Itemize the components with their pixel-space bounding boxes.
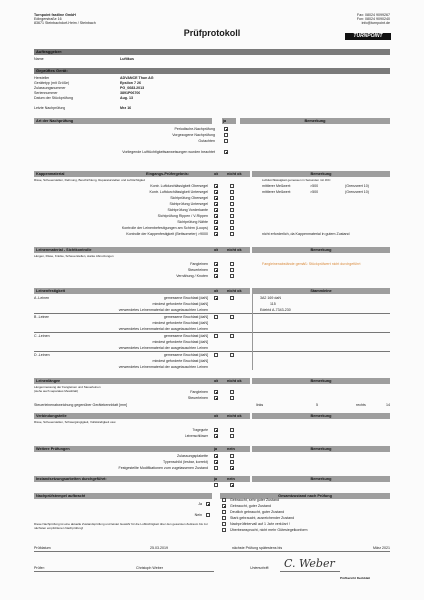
kappen-right-desc: Luftdurchlässigkeit gemessen in Sekunden mit JDC (262, 178, 331, 182)
company-name: Turnpoint fastline GmbH (34, 13, 76, 17)
festigkeit-nicht-ok-checkbox[interactable] (230, 353, 234, 357)
festigkeit-row: mindest geforderte Bruchlast [daN] (152, 302, 208, 306)
kappen-nicht-ok-checkbox[interactable] (230, 232, 234, 236)
page-title: Prüfprotokoll (183, 28, 241, 38)
festigkeit-nicht-ok-checkbox[interactable] (230, 334, 234, 338)
leinen-nicht-ok-header: nicht ok (226, 247, 250, 253)
state-checkbox[interactable] (222, 522, 226, 526)
leinen-desc: Längen, Risse, Knicke, Scheuerstellen, starke Abnutzungen (34, 254, 114, 258)
verbindung-nicht-ok-checkbox[interactable] (230, 434, 234, 438)
geraet-label: Seriennummer (34, 91, 58, 95)
festigkeit-value: 115 (270, 302, 276, 306)
kappen-nicht-ok-checkbox[interactable] (230, 214, 234, 218)
festigkeit-ok-checkbox[interactable] (214, 353, 218, 357)
company-email: info@turnpoint.de (361, 21, 390, 25)
kappen-ok-checkbox[interactable] (214, 232, 218, 236)
festigkeit-value: Edelrid A-7343-230 (260, 308, 291, 312)
weitere-ja-checkbox[interactable] (214, 466, 218, 470)
laengen-nicht-ok-checkbox[interactable] (230, 396, 234, 400)
weitere-ja-checkbox[interactable] (214, 454, 218, 458)
state-checkbox[interactable] (222, 516, 226, 520)
stempel-header: Nachprüfstempel aufbracht (34, 493, 212, 499)
kappen-nicht-ok-checkbox[interactable] (230, 202, 234, 206)
festigkeit-value: 3A2 169 daN (260, 296, 281, 300)
laengen-desc: (siehe auch separates Messblatt) (34, 389, 79, 393)
nachpruefung-item: Periodische-Nachprüfung (174, 127, 215, 131)
festigkeit-ok-checkbox[interactable] (214, 296, 218, 300)
nachpruefung-ja-header: ja (222, 118, 236, 124)
kappen-ok-checkbox[interactable] (214, 184, 218, 188)
unterschrift-label: Unterschrift: (250, 566, 270, 570)
festigkeit-row: gemessene Bruchlast [daN] (163, 315, 208, 319)
kappen-bemerkung-header: Bemerkung (252, 171, 390, 177)
kappen-item: Kontr. Luftdurchlässigkeit Untersegel (149, 190, 208, 194)
kappen-nicht-ok-checkbox[interactable] (230, 220, 234, 224)
verbindung-header: Verbindungsteile (34, 413, 212, 419)
leinen-bemerkung-header: Bemerkung (252, 247, 390, 253)
leinen-group-name: A -Leinen (34, 296, 50, 300)
pruefdatum-value: 25.03.2019 (150, 546, 168, 550)
festigkeit-row: mindest geforderte Bruchlast [daN] (152, 340, 208, 344)
festigkeit-row: gemessene Bruchlast [daN] (163, 296, 208, 300)
festigkeit-row: verwendetes Leinenmaterial der ausgetauschten Leinen (118, 346, 208, 350)
leinen-nicht-ok-checkbox[interactable] (230, 268, 234, 272)
verbindung-ok-header: ok (212, 413, 226, 419)
festigkeit-row: verwendetes Leinenmaterial der ausgetauschten Leinen (118, 308, 208, 312)
kappen-nicht-ok-checkbox[interactable] (230, 190, 234, 194)
festigkeit-ok-header: ok (212, 288, 226, 294)
leinen-nicht-ok-checkbox[interactable] (230, 274, 234, 278)
geraet-value: 3891P06700 (120, 91, 141, 95)
measure-grenz: (Grenzwert 10) (345, 190, 369, 194)
festigkeit-nicht-ok-checkbox[interactable] (230, 315, 234, 319)
leinen-nicht-ok-checkbox[interactable] (230, 262, 234, 266)
instand-nein-checkbox[interactable] (230, 483, 234, 487)
pruefer-value: Christoph Weber (136, 566, 163, 570)
divider (34, 551, 390, 552)
kappen-ok-checkbox[interactable] (214, 208, 218, 212)
laengen-bemerkung-header: Bemerkung (252, 378, 390, 384)
divider (34, 332, 390, 333)
kappen-item: Kontr. Luftdurchlässigkeit Obersegel (150, 184, 208, 188)
weitere-header: Weitere Prüfungen (34, 446, 212, 452)
instand-ja-checkbox[interactable] (214, 483, 218, 487)
nachpruefung-bemerkung-header: Bemerkung (240, 118, 390, 124)
laengen-item: Steuerleinen (187, 396, 208, 400)
kappen-ok-header: ok (212, 171, 226, 177)
festigkeit-ok-checkbox[interactable] (214, 315, 218, 319)
festigkeit-ok-checkbox[interactable] (214, 334, 218, 338)
rechts-value: 14 (386, 403, 390, 407)
leinen-group-name: D -Leinen (34, 353, 50, 357)
auftraggeber-header: Auftraggeber: (34, 49, 390, 55)
links-label: links (256, 403, 264, 407)
stempel-ja-checkbox[interactable] (206, 502, 210, 506)
instand-bemerkung-header: Bemerkung (252, 476, 390, 482)
company-fax: Fax: 08024 9099267 (357, 13, 390, 17)
laengen-ok-checkbox[interactable] (214, 396, 218, 400)
state-checkbox[interactable] (222, 510, 226, 514)
kappen-ok-checkbox[interactable] (214, 226, 218, 230)
kappen-ok-checkbox[interactable] (214, 220, 218, 224)
pruefer-label: Prüfer: (34, 566, 45, 570)
nachpruefung-item: Vorgezogene Nachprüfung (172, 133, 215, 137)
state-label: Gebraucht, guter Zustand (230, 504, 271, 508)
kappen-item: Sichtprüfung Untersegel (169, 202, 208, 206)
weitere-nein-checkbox[interactable] (230, 454, 234, 458)
festigkeit-row: verwendetes Leinenmaterial der ausgetauschten Leinen (118, 327, 208, 331)
nachpruefung-note: Vorliegende Lufttüchtigkeitsanweisungen wurden beachtet (122, 150, 215, 154)
laengen-ok-checkbox[interactable] (214, 390, 218, 394)
kappen-sub-header: Eingangs-Prüfergebnis: (144, 171, 212, 177)
instand-header: Instandsetzungsarbeiten durchgeführt: (34, 476, 212, 482)
leinen-ok-checkbox[interactable] (214, 262, 218, 266)
state-label: Stark gebraucht, ausreichender Zustand (230, 516, 295, 520)
divider (34, 571, 214, 572)
state-label: Überbeansprucht, nicht mehr Gütesiegelkonform (230, 528, 308, 532)
state-checkbox[interactable] (222, 528, 226, 532)
stempel-nein-label: Nein (194, 513, 202, 517)
geraet-value: PG_0683.2013 (120, 86, 145, 90)
weitere-nein-header: nein (226, 446, 250, 452)
geraet-value: ADVANCE Thun AG (120, 76, 154, 80)
measure-value: >500 (310, 184, 319, 188)
nachpruefung-header: Art der Nachprüfung (34, 118, 212, 124)
festigkeit-row: verwendetes Leinenmaterial der ausgetauschten Leinen (118, 365, 208, 369)
measure-label: mittlerer Meßwert: (262, 184, 291, 188)
lufttuechtig-desc: Diese Nachprüfung ist eine aktuelle Zustandsprüfung und leistet Gewähr für die Lufttüchtigkeit über den gesamten Zeitraum bis zur nächsten empfohlenen Nachprüfung! (34, 523, 208, 530)
weitere-nein-checkbox[interactable] (230, 460, 234, 464)
geraet-header: Geprüftes Gerät: (34, 68, 390, 74)
festigkeit-row: mindest geforderte Bruchlast [daN] (152, 321, 208, 325)
verbindung-bemerkung-header: Bemerkung (252, 413, 390, 419)
verbindung-nicht-ok-checkbox[interactable] (230, 428, 234, 432)
instand-nein-header: nein (226, 476, 250, 482)
kappen-item: Kontrolle der Leinenbefestigungen am Schirm (Loops) (121, 226, 208, 230)
kappen-nicht-ok-header: nicht ok (226, 171, 250, 177)
nachpruefung-note-checkbox[interactable] (224, 150, 228, 154)
geraet-label: Datum der Stückprüfung (34, 96, 73, 100)
laengen-ok-header: ok (212, 378, 226, 384)
laengen-desc: Längenmessung der Fangleinen und Steuerleinen (34, 385, 101, 389)
kappen-ok-checkbox[interactable] (214, 202, 218, 206)
geraet-label: Zulassungsnummer (34, 86, 66, 90)
state-checkbox[interactable] (222, 504, 226, 508)
kappen-header: Kappenmaterial (34, 171, 144, 177)
divider (34, 351, 390, 352)
leinen-group-name: C -Leinen (34, 334, 50, 338)
turnpoint-logo: TURNPOINT (345, 33, 391, 40)
auftraggeber-name-label: Name (34, 57, 44, 61)
geraet-label: Gerätetyp (mit Größe) (34, 81, 70, 85)
weitere-nein-checkbox[interactable] (230, 466, 234, 470)
state-label: Gebraucht, sehr guter Zustand (230, 498, 279, 502)
leinen-header: Leinenmaterial - Sichtkontrolle (34, 247, 212, 253)
leinen-note: Fangleinenabstände gemäß: Stückprüfwert nicht durchgeführt (262, 262, 361, 266)
stempel-nein-checkbox[interactable] (206, 513, 210, 517)
kappen-item: Sichtprüfung Obersegel (170, 196, 208, 200)
kappen-nicht-ok-checkbox[interactable] (230, 196, 234, 200)
weitere-ja-header: ja (212, 446, 226, 452)
measure-value: >500 (310, 190, 319, 194)
leinen-ok-checkbox[interactable] (214, 274, 218, 278)
festigkeit-row: gemessene Bruchlast [daN] (163, 334, 208, 338)
nachpruefung-checkbox[interactable] (224, 133, 228, 137)
doc-label: Prüfbericht Deckblatt (340, 576, 371, 580)
company-city: 83671 Steinbachdorf-Heim / Steinbach (34, 21, 96, 25)
festigkeit-row: mindest geforderte Bruchlast [daN] (152, 359, 208, 363)
company-street: Edingerstraße 16 (34, 17, 62, 21)
festigkeit-header: Leinenfestigkeit (34, 288, 212, 294)
nachpruefung-checkbox[interactable] (224, 139, 228, 143)
gesamtzustand-header: Gesamtzustand nach Prüfung (220, 493, 390, 499)
signature: C. Weber (284, 557, 335, 570)
verbindung-ok-checkbox[interactable] (214, 428, 218, 432)
auftraggeber-name-value: Luftikus (120, 57, 134, 61)
instand-ja-header: ja (212, 476, 226, 482)
kappen-item: Kontrolle der Kappenfestigkeit (Bettsometer) >9000 (126, 232, 208, 236)
divider (280, 571, 340, 572)
state-label: Deutlich gebraucht, guter Zustand (230, 510, 285, 514)
kappen-item: Sichtprüfung Vorderkante (167, 208, 208, 212)
leinen-item: Vernähung / Knoten (176, 274, 208, 278)
festigkeit-row: gemessene Bruchlast [daN] (163, 353, 208, 357)
geraet-value: Aug. 13 (120, 96, 133, 100)
kappen-festigkeit-note: nicht erforderlich, da Kappenmaterial in gutem Zustand (262, 232, 350, 236)
kappen-item: Sichtprüfung Rippen / V-Rippen (157, 214, 208, 218)
rechts-label: rechts (356, 403, 366, 407)
kappen-ok-checkbox[interactable] (214, 196, 218, 200)
verbindung-ok-checkbox[interactable] (214, 434, 218, 438)
verbindung-nicht-ok-header: nicht ok (226, 413, 250, 419)
stempel-ja-label: Ja (198, 502, 202, 506)
verbindung-item: Tragegurte (192, 428, 208, 432)
state-label: Nachprüfintervall auf 1 Jahr verkürzt ! (230, 522, 290, 526)
verbindung-desc: Risse, Scheuerstellen, Schwergängigkeit, Vollständigkeit usw. (34, 420, 117, 424)
next-check-label: nächste Prüfung spätestens bis (232, 546, 283, 550)
kappen-ok-checkbox[interactable] (214, 190, 218, 194)
nachpruefung-checkbox[interactable] (224, 127, 228, 131)
links-value: 5 (316, 403, 318, 407)
kappen-desc: Risse, Scheuerstellen, Dehnung, Beschichtung, Reparaturstellen und Lufttüchtigkeit (34, 178, 146, 182)
geraet-label: Hersteller (34, 76, 50, 80)
leinen-group-name: B -Leinen (34, 315, 50, 319)
steuer-label: Steuerleinenabweichung gegenüber Gerätekennblatt [mm] (34, 403, 128, 407)
verbindung-item: Leinenschlösser (184, 434, 208, 438)
last-check-label: Letzte Nachprüfung (34, 106, 66, 110)
weitere-item: Festgestellte Modifikationen zum zugelassenen Zustand (118, 466, 208, 470)
festigkeit-stamm-header: Stammleine (252, 288, 390, 294)
festigkeit-nicht-ok-checkbox[interactable] (230, 296, 234, 300)
laengen-item: Fangleinen (190, 390, 208, 394)
laengen-nicht-ok-header: nicht ok (226, 378, 250, 384)
weitere-bemerkung-header: Bemerkung (252, 446, 390, 452)
weitere-item: Typenschild (lesbar, korrekt) (163, 460, 208, 464)
leinen-ok-header: ok (212, 247, 226, 253)
state-checkbox[interactable] (222, 498, 226, 502)
leinen-item: Steuerleinen (187, 268, 208, 272)
measure-label: mittlerer Meßwert: (262, 190, 291, 194)
last-check-value: Mrz 16 (120, 106, 132, 110)
laengen-nicht-ok-checkbox[interactable] (230, 390, 234, 394)
nachpruefung-item: Gutachten (198, 139, 215, 143)
weitere-item: Zulassungsplakette (177, 454, 208, 458)
kappen-nicht-ok-checkbox[interactable] (230, 226, 234, 230)
kappen-nicht-ok-checkbox[interactable] (230, 184, 234, 188)
company-fon: Fon: 08024 9090240 (356, 17, 390, 21)
kappen-ok-checkbox[interactable] (214, 214, 218, 218)
weitere-ja-checkbox[interactable] (214, 460, 218, 464)
geraet-value: Epsilon 7 26 (120, 81, 141, 85)
pruefdatum-label: Prüfdatum (34, 546, 51, 550)
measure-grenz: (Grenzwert 10) (345, 184, 369, 188)
leinen-ok-checkbox[interactable] (214, 268, 218, 272)
divider (34, 313, 390, 314)
kappen-nicht-ok-checkbox[interactable] (230, 208, 234, 212)
festigkeit-nicht-ok-header: nicht ok (226, 288, 250, 294)
divider (252, 294, 253, 370)
laengen-header: Leinenlängen (34, 378, 212, 384)
leinen-item: Fangleinen (190, 262, 208, 266)
kappen-item: Sichtprüfung Nähte (177, 220, 208, 224)
next-check-value: März 2021 (373, 546, 390, 550)
